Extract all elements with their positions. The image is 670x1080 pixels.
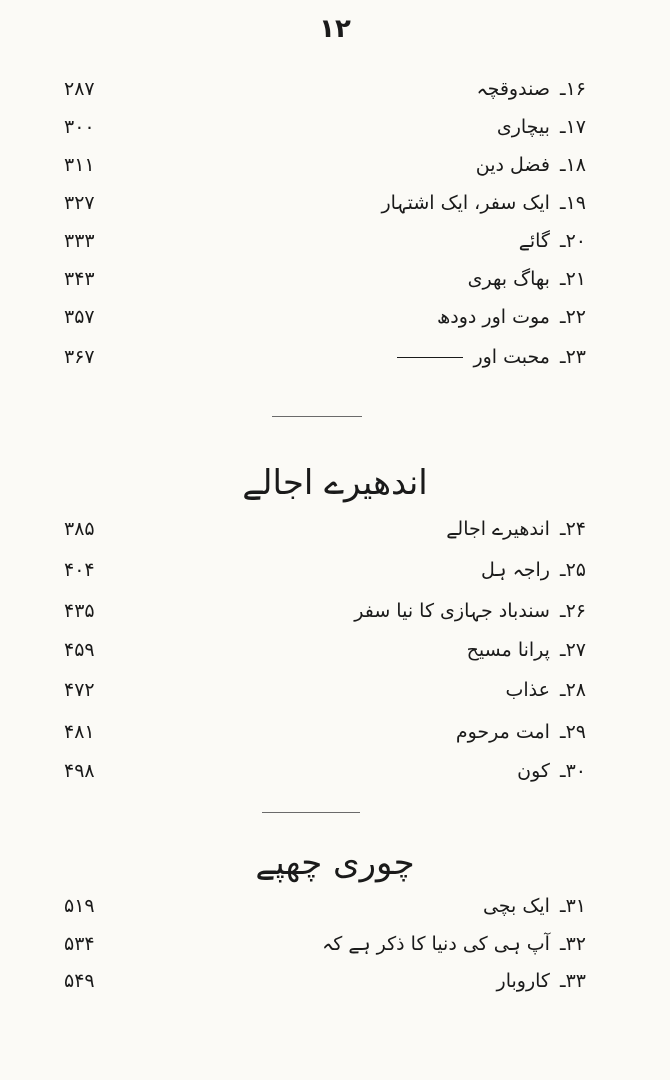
toc-title bbox=[322, 933, 586, 955]
toc-title-text: کاروبار bbox=[496, 970, 550, 992]
section-heading: چوری چھپے bbox=[255, 843, 415, 883]
toc-title-text: راجہ ہل bbox=[481, 559, 550, 581]
toc-page-number: ۳۱۱ bbox=[64, 154, 95, 176]
toc-title-text: امت مرحوم bbox=[455, 721, 550, 743]
toc-title-text: ایک سفر، ایک اشتہار bbox=[381, 192, 550, 214]
toc-entry bbox=[0, 600, 670, 632]
toc-page-number: ۳۰۰ bbox=[64, 116, 95, 138]
toc-item-number: ۳۲ـ bbox=[560, 933, 586, 955]
toc-entry bbox=[0, 268, 670, 300]
toc-title-text: بیچاری bbox=[496, 116, 550, 138]
toc-title bbox=[481, 559, 586, 581]
toc-item-number: ۲۶ـ bbox=[560, 600, 586, 622]
section-heading: اندھیرے اجالے bbox=[242, 463, 428, 503]
toc-entry bbox=[0, 721, 670, 753]
toc-page-number: ۲۸۷ bbox=[64, 78, 95, 100]
toc-entry bbox=[0, 154, 670, 186]
toc-title-text: موت اور دودھ bbox=[437, 306, 550, 328]
toc-title bbox=[468, 268, 586, 290]
toc-page-number: ۴۷۲ bbox=[64, 679, 95, 701]
toc-title bbox=[446, 518, 586, 540]
toc-title-text: سندباد جہازی کا نیا سفر bbox=[354, 600, 550, 622]
toc-page-number: ۳۶۷ bbox=[64, 346, 95, 368]
toc-page-number: ۳۸۵ bbox=[64, 518, 95, 540]
toc-page-number: ۴۳۵ bbox=[64, 600, 95, 622]
toc-title-text: صندوقچہ bbox=[476, 78, 550, 100]
toc-entry bbox=[0, 192, 670, 224]
toc-item-number: ۱۶ـ bbox=[560, 78, 586, 100]
toc-title bbox=[382, 192, 587, 214]
toc-title bbox=[476, 154, 586, 176]
toc-item-number: ۲۵ـ bbox=[560, 559, 586, 581]
toc-page-number: ۵۱۹ bbox=[64, 895, 95, 917]
toc-title bbox=[437, 306, 586, 328]
toc-entry bbox=[0, 895, 670, 927]
toc-title bbox=[397, 346, 586, 368]
toc-title bbox=[519, 230, 586, 252]
toc-item-number: ۳۱ـ bbox=[560, 895, 586, 917]
toc-page-number: ۴۹۸ bbox=[64, 760, 95, 782]
toc-page-number: ۳۵۷ bbox=[64, 306, 95, 328]
toc-item-number: ۱۸ـ bbox=[560, 154, 586, 176]
toc-item-number: ۲۹ـ bbox=[560, 721, 586, 743]
toc-title-text: محبت اور bbox=[473, 346, 550, 368]
toc-page-number: ۳۴۳ bbox=[64, 268, 95, 290]
toc-page-number: ۴۵۹ bbox=[64, 639, 95, 661]
toc-item-number: ۲۸ـ bbox=[560, 679, 586, 701]
toc-entry bbox=[0, 116, 670, 148]
toc-item-number: ۳۳ـ bbox=[560, 970, 586, 992]
toc-page-number: ۵۴۹ bbox=[64, 970, 95, 992]
toc-title bbox=[456, 721, 586, 743]
toc-title bbox=[505, 679, 586, 701]
toc-page-number: ۴۸۱ bbox=[64, 721, 95, 743]
toc-title bbox=[354, 600, 586, 622]
toc-entry bbox=[0, 679, 670, 711]
toc-page-number: ۳۲۷ bbox=[64, 192, 95, 214]
toc-page-number: ۴۰۴ bbox=[64, 559, 95, 581]
toc-title-text: اندھیرے اجالے bbox=[446, 518, 550, 540]
toc-entry bbox=[0, 306, 670, 338]
toc-item-number: ۲۷ـ bbox=[560, 639, 586, 661]
toc-page-number: ۳۳۳ bbox=[64, 230, 95, 252]
toc-title-text: آپ ہی کی دنیا کا ذکر ہے کہ bbox=[322, 933, 550, 955]
toc-item-number: ۲۲ـ bbox=[560, 306, 586, 328]
blank-rule bbox=[397, 357, 463, 358]
toc-title bbox=[517, 760, 586, 782]
toc-entry bbox=[0, 970, 670, 1002]
toc-item-number: ۱۹ـ bbox=[560, 192, 586, 214]
toc-entry bbox=[0, 78, 670, 110]
toc-item-number: ۲۱ـ bbox=[560, 268, 586, 290]
toc-title bbox=[497, 970, 586, 992]
page-number: ۱۲ bbox=[319, 14, 351, 44]
toc-title bbox=[467, 639, 586, 661]
toc-title bbox=[483, 895, 586, 917]
toc-title-text: پرانا مسیح bbox=[466, 639, 550, 661]
toc-title-text: بھاگ بھری bbox=[467, 268, 550, 290]
toc-title-text: گائے bbox=[518, 230, 550, 252]
section-divider bbox=[272, 416, 362, 417]
toc-entry bbox=[0, 559, 670, 591]
toc-title bbox=[497, 116, 586, 138]
toc-item-number: ۲۳ـ bbox=[560, 346, 586, 368]
toc-title-text: فضل دین bbox=[475, 154, 550, 176]
toc-page-number: ۵۳۴ bbox=[64, 933, 95, 955]
toc-item-number: ۳۰ـ bbox=[560, 760, 586, 782]
section-divider bbox=[262, 812, 360, 813]
toc-item-number: ۲۴ـ bbox=[560, 518, 586, 540]
toc-title-text: عذاب bbox=[505, 679, 550, 701]
toc-entry bbox=[0, 760, 670, 792]
toc-entry bbox=[0, 518, 670, 550]
toc-entry bbox=[0, 346, 670, 378]
toc-entry bbox=[0, 230, 670, 262]
toc-title bbox=[476, 78, 586, 100]
toc-item-number: ۲۰ـ bbox=[560, 230, 586, 252]
toc-entry bbox=[0, 639, 670, 671]
toc-item-number: ۱۷ـ bbox=[560, 116, 586, 138]
toc-title-text: کون bbox=[517, 760, 550, 782]
toc-entry bbox=[0, 933, 670, 965]
toc-title-text: ایک بچی bbox=[482, 895, 550, 917]
